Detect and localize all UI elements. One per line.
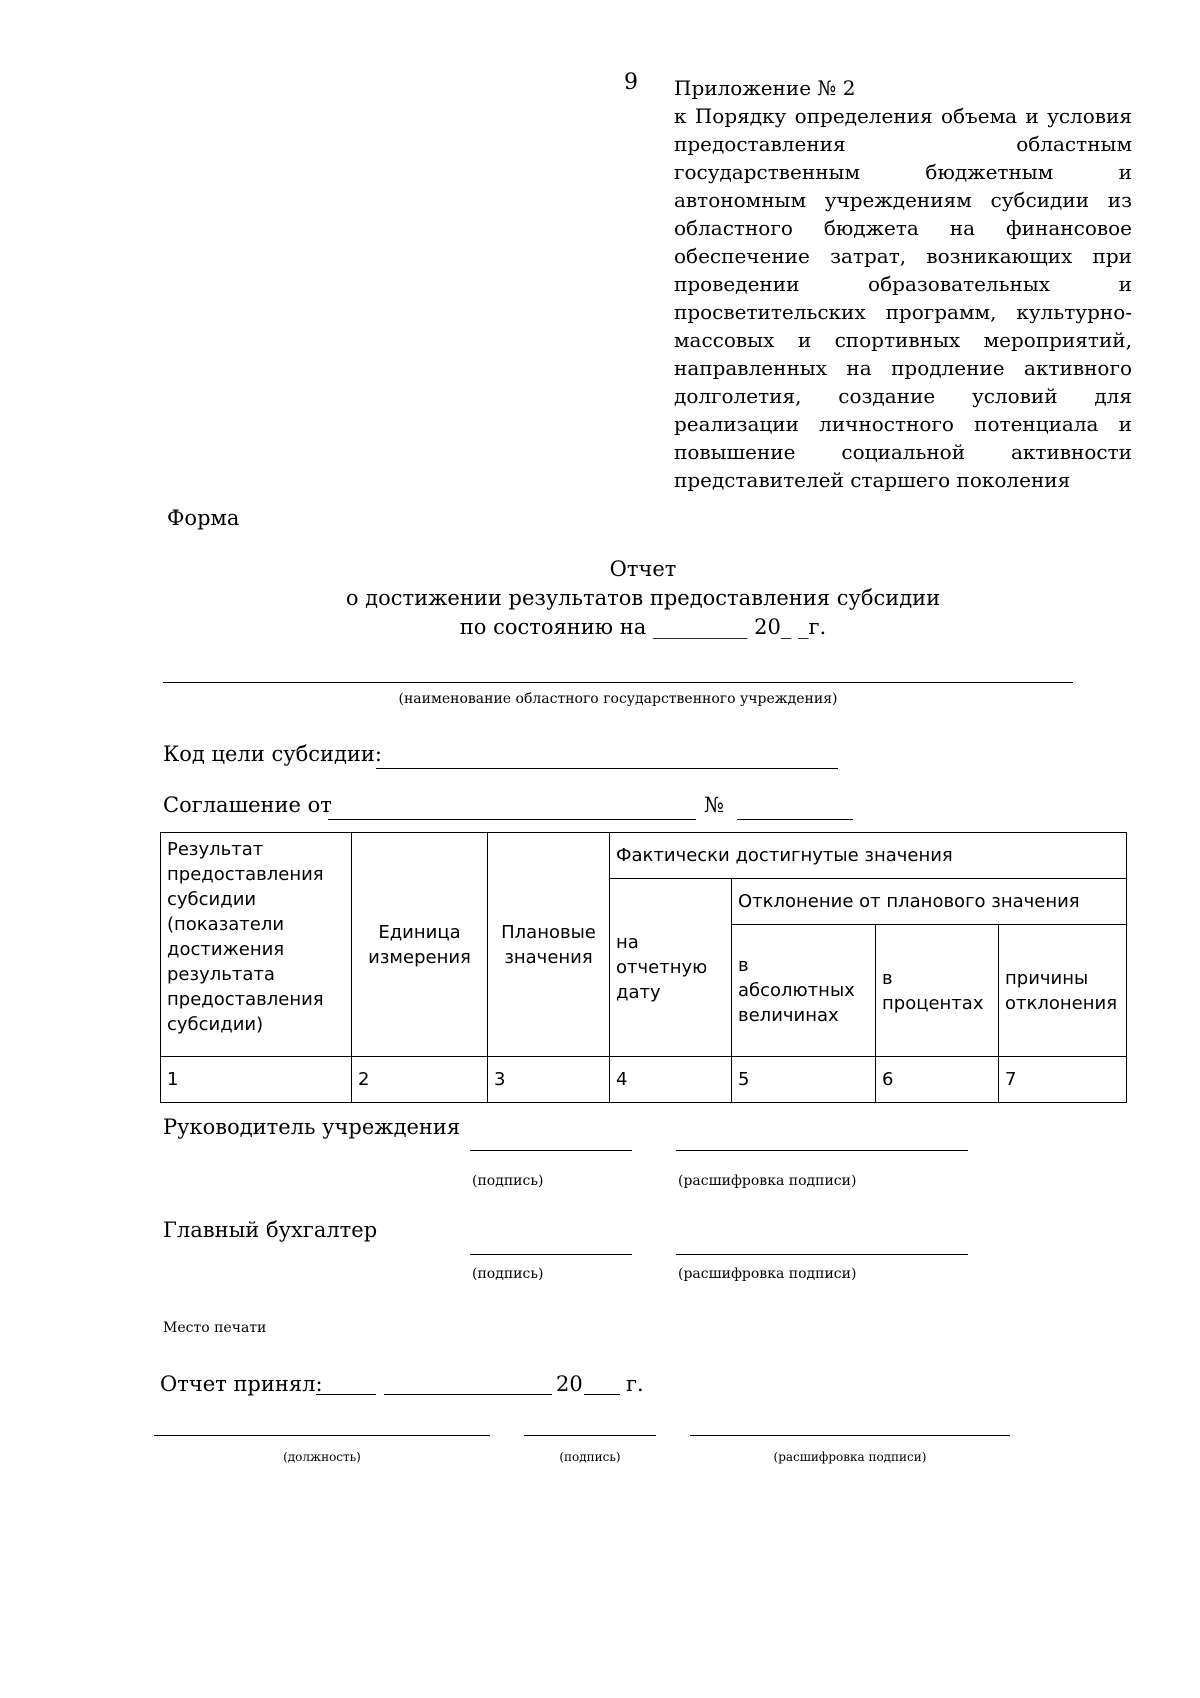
accepted-signature-caption: (подпись) (559, 1450, 621, 1464)
header-unit: Единица измерения (352, 833, 488, 1057)
org-name-caption: (наименование областного государственного учреждения) (398, 691, 838, 707)
agreement-number-line[interactable] (737, 819, 853, 820)
report-date-line: по состоянию на _________ 20_ _г. (459, 615, 827, 639)
header-planned: Плановые значения (488, 833, 610, 1057)
head-signature-caption: (подпись) (472, 1173, 544, 1189)
accepted-year-line[interactable] (584, 1394, 620, 1395)
head-signature-line[interactable] (470, 1150, 632, 1151)
column-number: 7 (999, 1057, 1127, 1103)
appendix-text: к Порядку определения объема и условия предоставления областным государственным бюджетным и автономным учреждениям субсидии из областного бюджета на финансовое обеспечение затрат, возникающих при проведении образовательных и просветительских программ, культурно-массовых и спортивных мероприятий, направленных на продление активного долголетия, создание условий для реализации личностного потенциала и повышение социальной активности представителей старшего поколения (674, 104, 1132, 492)
agreement-label: Соглашение от (163, 793, 332, 817)
column-number: 4 (610, 1057, 732, 1103)
report-title: Отчет (609, 557, 677, 581)
accountant-signature-caption: (подпись) (472, 1266, 544, 1282)
header-result: Результат предоставления субсидии (показатели достижения результата предоставления субсидии) (161, 833, 352, 1057)
header-deviation: Отклонение от планового значения (732, 879, 1127, 925)
column-number: 2 (352, 1057, 488, 1103)
page-number: 9 (624, 70, 638, 95)
appendix-title: Приложение № 2 (674, 76, 856, 100)
header-reasons: причины отклонения (999, 925, 1127, 1057)
stamp-place: Место печати (163, 1320, 267, 1336)
column-number: 1 (161, 1057, 352, 1103)
accepted-month-line[interactable] (384, 1394, 552, 1395)
position-line[interactable] (154, 1435, 490, 1436)
header-percent: в процентах (876, 925, 999, 1057)
header-absolute: в абсолютных величинах (732, 925, 876, 1057)
accepted-decode-line[interactable] (690, 1435, 1010, 1436)
report-subtitle: о достижении результатов предоставления субсидии (345, 586, 941, 610)
report-heading (300, 555, 986, 642)
results-table (160, 832, 1127, 1103)
agreement-number-sign: № (704, 793, 724, 817)
accepted-signature-line[interactable] (524, 1435, 656, 1436)
report-accepted-label: Отчет принял: (160, 1372, 323, 1396)
head-signature-decode-caption: (расшифровка подписи) (678, 1173, 857, 1189)
header-actual: Фактически достигнутые значения (610, 833, 1127, 879)
header-on-date: на отчетную дату (610, 879, 732, 1057)
goal-code-line[interactable] (376, 768, 838, 769)
column-number: 5 (732, 1057, 876, 1103)
form-label: Форма (167, 506, 240, 530)
accountant-signature-decode-caption: (расшифровка подписи) (678, 1266, 857, 1282)
position-caption: (должность) (283, 1450, 361, 1464)
org-name-line[interactable] (163, 682, 1073, 683)
column-number: 3 (488, 1057, 610, 1103)
accepted-year-suffix: г. (626, 1372, 644, 1396)
agreement-date-line[interactable] (328, 819, 696, 820)
appendix-block (674, 74, 1132, 494)
accountant-signature-line[interactable] (470, 1254, 632, 1255)
accepted-decode-caption: (расшифровка подписи) (773, 1450, 927, 1464)
head-label: Руководитель учреждения (163, 1115, 461, 1139)
accepted-day-line[interactable] (316, 1394, 376, 1395)
head-signature-decode-line[interactable] (676, 1150, 968, 1151)
goal-code-label: Код цели субсидии: (163, 742, 382, 766)
chief-accountant-label: Главный бухгалтер (163, 1218, 378, 1242)
accepted-year: 20 (556, 1372, 583, 1396)
accountant-signature-decode-line[interactable] (676, 1254, 968, 1255)
column-number: 6 (876, 1057, 999, 1103)
